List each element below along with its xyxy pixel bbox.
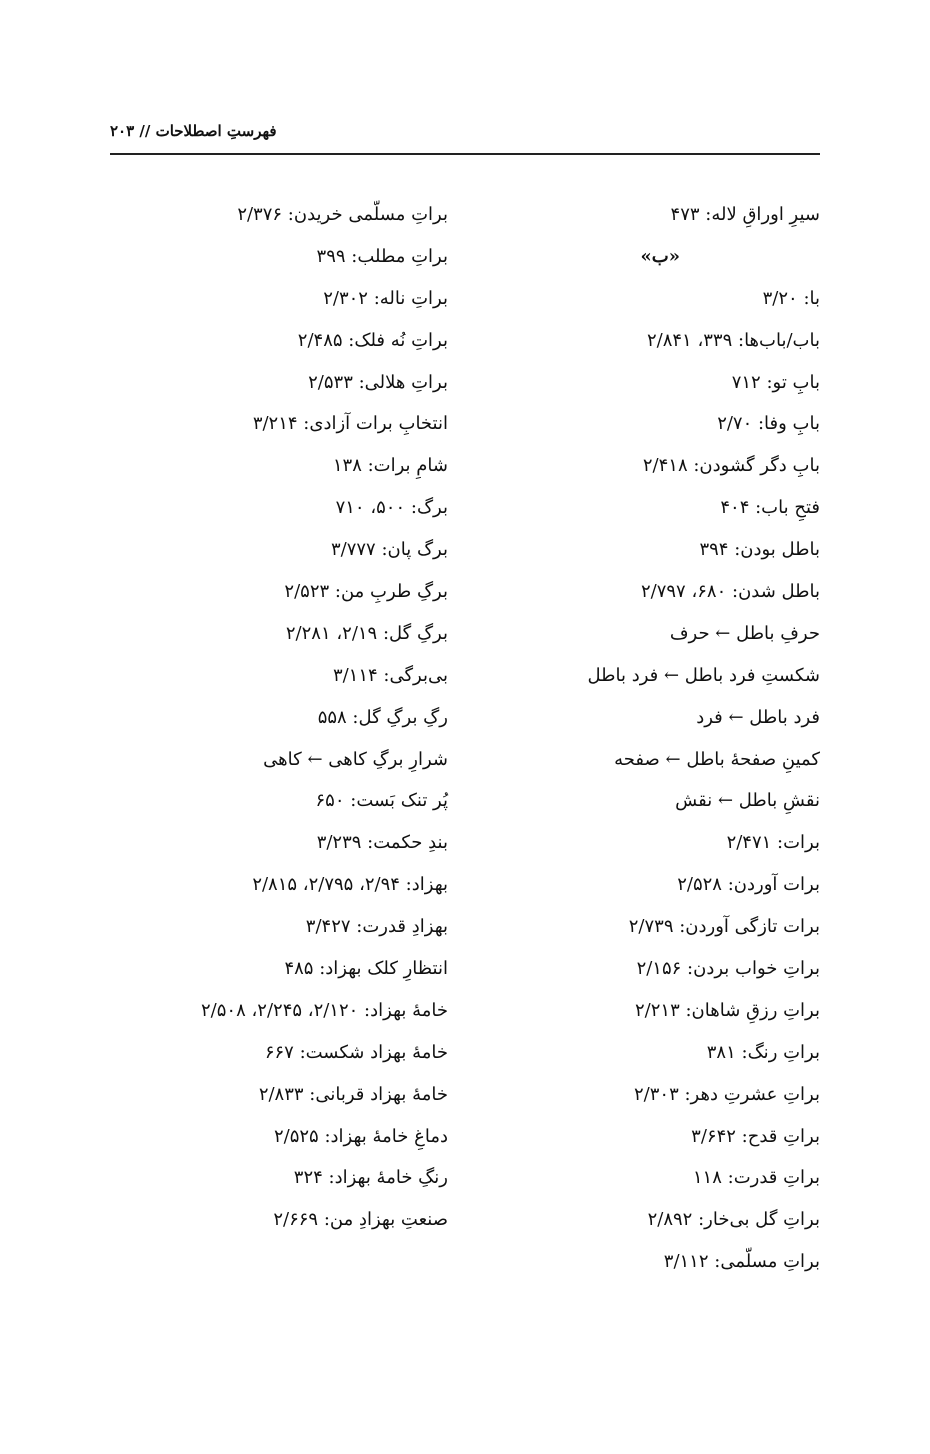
index-entry: برگِ طربِ من: ۲/۵۲۳ [284,581,448,603]
index-entry: براتِ مسلّمی: ۳/۱۱۲ [663,1251,820,1273]
index-entry: صنعتِ بهزادِ من: ۲/۶۶۹ [273,1209,448,1231]
index-entry: برگِ گل: ۲/۱۹، ۲/۲۸۱ [285,622,448,644]
index-entry: بهزاد: ۲/۹۴، ۲/۷۹۵، ۲/۸۱۵ [252,874,448,896]
index-entry: بابِ تو: ۷۱۲ [731,371,820,393]
letter-heading: «ب» [640,245,680,267]
index-column-right [480,194,820,1283]
index-entry: براتِ قدرت: ۱۱۸ [692,1167,820,1189]
index-entry: براتِ هلالی: ۲/۵۳۳ [308,371,448,393]
index-entry: باطل شدن: ۶۸۰، ۲/۷۹۷ [640,581,820,603]
index-entry: فتحِ باب: ۴۰۴ [720,497,820,519]
index-entry: کمینِ صفحهٔ باطل ← صفحه [614,748,820,770]
header-rule [110,153,820,155]
index-entry: براتِ رنگ: ۳۸۱ [706,1041,820,1063]
index-entry: براتِ نُه فلک: ۲/۴۸۵ [297,329,448,351]
index-entry: شکستِ فرد باطل ← فرد باطل [587,664,820,686]
index-entry: براتِ قدح: ۳/۶۴۲ [691,1125,820,1147]
index-entry: براتِ گل بی‌خار: ۲/۸۹۲ [647,1209,820,1231]
index-entry: باطل بودن: ۳۹۴ [699,539,820,561]
running-header [110,122,820,152]
index-entry: خامهٔ بهزاد قربانی: ۲/۸۳۳ [258,1083,448,1105]
index-column-left [128,194,448,1241]
index-entry: بابِ دگر گشودن: ۲/۴۱۸ [642,455,820,477]
index-entry: باب/باب‌ها: ۳۳۹، ۲/۸۴۱ [646,329,820,351]
index-entry: برگ: ۵۰۰، ۷۱۰ [335,497,448,519]
index-entry: بابِ وفا: ۲/۷۰ [717,413,820,435]
index-entry: نقشِ باطل ← نقش [675,790,820,812]
index-entry: حرفِ باطل ← حرف [669,622,820,644]
index-entry: خامهٔ بهزاد شکست: ۶۶۷ [264,1041,448,1063]
index-entry: سیرِ اوراقِ لاله: ۴۷۳ [670,204,820,225]
index-entry: براتِ ناله: ۲/۳۰۲ [323,287,448,309]
index-entry: بی‌برگی: ۳/۱۱۴ [332,664,448,686]
index-entry: بندِ حکمت: ۳/۲۳۹ [316,832,448,854]
header-title: فهرستِ اصطلاحات // ۲۰۳ [110,122,277,140]
index-entry: با: ۳/۲۰ [762,287,820,309]
index-entry: انتظارِ کلک بهزاد: ۴۸۵ [284,958,448,980]
index-entry: دماغِ خامهٔ بهزاد: ۲/۵۲۵ [273,1125,448,1147]
index-entry: بهزادِ قدرت: ۳/۴۲۷ [305,916,448,938]
index-entry: برات تازگی آوردن: ۲/۷۳۹ [628,916,820,938]
index-entry: براتِ مطلب: ۳۹۹ [316,245,448,267]
index-entry: براتِ خواب بردن: ۲/۱۵۶ [636,958,820,980]
index-entry: براتِ مسلّمی خریدن: ۲/۳۷۶ [237,204,448,225]
index-entry: رگِ برگِ گل: ۵۵۸ [317,706,448,728]
index-entry: برگ پان: ۳/۷۷۷ [330,539,448,561]
index-entry: براتِ عشرتِ دهر: ۲/۳۰۳ [634,1083,820,1105]
index-entry: براتِ رزقِ شاهان: ۲/۲۱۳ [635,999,820,1021]
index-entry: انتخابِ برات آزادی: ۳/۲۱۴ [252,413,448,435]
index-entry: برات آوردن: ۲/۵۲۸ [677,874,820,896]
index-entry: شرارِ برگِ کاهی ← کاهی [263,748,448,770]
index-entry: رنگِ خامهٔ بهزاد: ۳۲۴ [293,1167,448,1189]
index-entry: فرد باطل ← فرد [696,706,820,728]
index-entry: برات: ۲/۴۷۱ [726,832,820,854]
index-entry: پُر تنک بَست: ۶۵۰ [315,790,448,812]
index-entry: خامهٔ بهزاد: ۲/۱۲۰، ۲/۲۴۵، ۲/۵۰۸ [201,999,448,1021]
index-entry: شامِ برات: ۱۳۸ [332,455,448,477]
